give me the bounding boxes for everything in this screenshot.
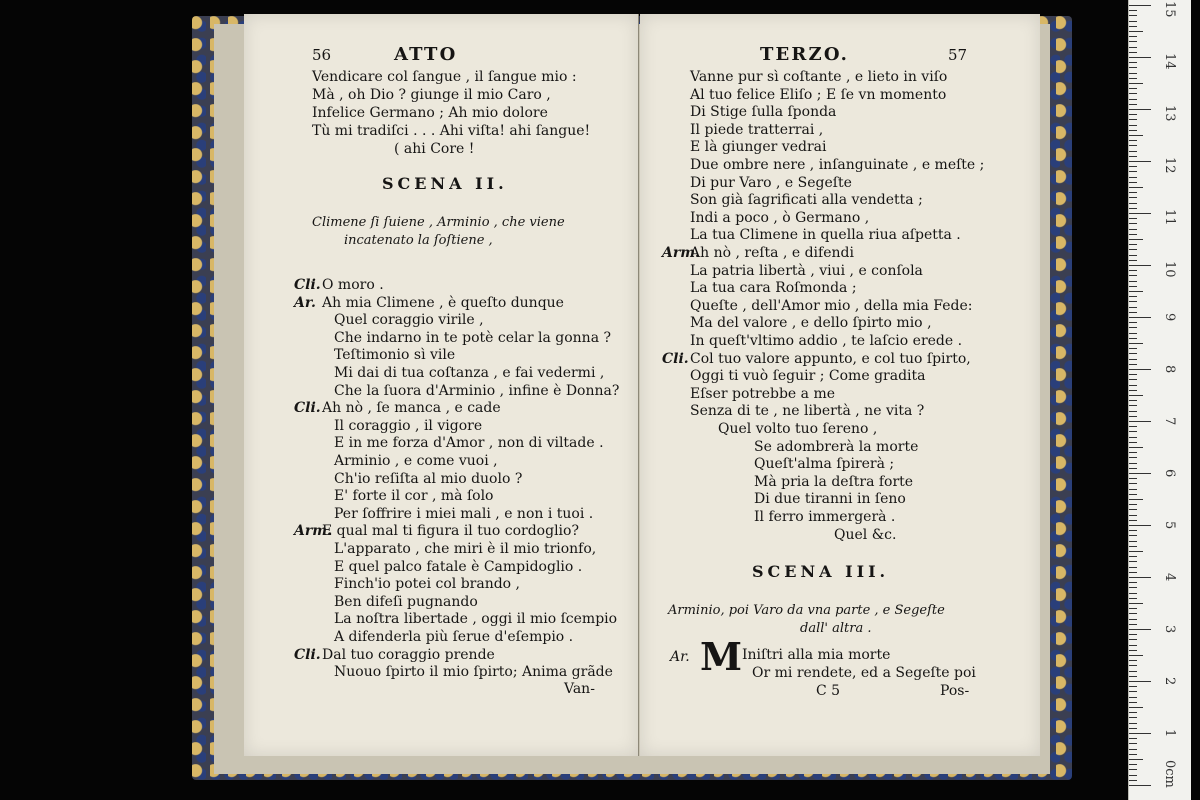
ruler-tick <box>1129 73 1137 74</box>
ruler-tick <box>1129 31 1143 32</box>
ruler-tick <box>1129 317 1151 318</box>
ruler-tick <box>1129 530 1137 531</box>
running-header-left: ATTO <box>394 44 458 65</box>
ruler-label: 13 <box>1162 105 1177 122</box>
ruler-tick <box>1129 478 1137 479</box>
dialogue-line <box>662 191 923 209</box>
dialogue-line <box>662 209 869 227</box>
ruler-tick <box>1129 374 1137 375</box>
ruler-tick <box>1129 717 1137 718</box>
ruler-tick <box>1129 639 1137 640</box>
dialogue-text: Ben difeſi pugnando <box>334 593 478 610</box>
ruler-tick <box>1129 10 1137 11</box>
dialogue-line <box>662 262 923 280</box>
dialogue-line <box>662 121 823 139</box>
ruler-label: 15 <box>1162 1 1177 18</box>
ruler-tick <box>1129 665 1137 666</box>
ruler-tick <box>1129 161 1151 162</box>
speaker-label: Arm. <box>662 245 700 261</box>
ruler-label: 1 <box>1162 729 1177 738</box>
ruler-tick <box>1129 385 1137 386</box>
running-header-right: TERZO. <box>760 44 850 65</box>
catchword: Pos- <box>940 683 970 699</box>
dialogue-line <box>662 279 857 297</box>
ruler-tick <box>1129 426 1137 427</box>
dialogue-text: Eſser potrebbe a me <box>690 385 836 402</box>
ruler-tick <box>1129 125 1137 126</box>
ruler-label: 2 <box>1162 677 1177 686</box>
ruler-tick <box>1129 463 1137 464</box>
dialogue-text: Ma del valore , e dello ſpirto mio , <box>690 315 932 332</box>
ruler-tick <box>1129 307 1137 308</box>
aria-line: Quel volto tuo ſereno , <box>718 421 878 437</box>
dialogue-text: Dal tuo coraggio prende <box>322 646 495 663</box>
dialogue-text: Al tuo felice Eliſo ; E ſe vn momento <box>690 86 947 103</box>
ruler-tick <box>1129 171 1137 172</box>
ruler-tick <box>1129 270 1137 271</box>
ruler-tick <box>1129 645 1137 646</box>
dialogue-text: Nuouo ſpirto il mio ſpirto; Anima grãde <box>334 664 613 681</box>
dialogue-text: La tua Climene in quella riua aſpetta . <box>690 227 961 244</box>
dialogue-line <box>294 452 498 470</box>
ruler-tick <box>1129 468 1137 469</box>
aria-line: Il ferro immergerà . <box>754 509 896 525</box>
stage-direction: incatenato la ſoſtiene , <box>344 233 493 248</box>
ruler-tick <box>1129 296 1137 297</box>
ruler-tick <box>1129 743 1137 744</box>
dialogue-text: E qual mal ti figura il tuo cordoglio? <box>322 523 579 540</box>
ruler-tick <box>1129 156 1137 157</box>
ruler-tick <box>1129 260 1137 261</box>
ruler-tick <box>1129 551 1143 552</box>
ruler-tick <box>1129 525 1151 526</box>
ruler-label: 3 <box>1162 625 1177 634</box>
ruler-label: 5 <box>1162 521 1177 530</box>
dialogue-text: Il coraggio , il vigore <box>334 417 483 434</box>
aria-line: Queſt'alma ſpirerà ; <box>754 456 895 473</box>
dialogue-line <box>662 244 854 262</box>
dialogue-line <box>662 297 973 315</box>
ruler-tick <box>1129 5 1151 6</box>
dialogue-text: La tua cara Roſmonda ; <box>690 280 857 297</box>
ruler-tick <box>1129 577 1151 578</box>
ruler-tick <box>1129 603 1143 604</box>
speaker-label: Cli. <box>294 277 321 293</box>
dialogue-text: Due ombre nere , inſanguinate , e meſte ; <box>690 157 985 173</box>
ruler-tick <box>1129 26 1137 27</box>
ruler-tick <box>1129 286 1137 287</box>
ruler-tick <box>1129 327 1137 328</box>
ruler-tick <box>1129 197 1137 198</box>
dialogue-line <box>294 540 596 558</box>
ruler-tick <box>1129 691 1137 692</box>
ruler-tick <box>1129 291 1143 292</box>
stage-direction: Arminio, poi Varo da vna parte , e Segeſte <box>668 603 945 618</box>
ruler-label: 9 <box>1162 313 1177 322</box>
dialogue-text: E' forte il cor , mà ſolo <box>334 488 494 505</box>
dialogue-text: Queſte , dell'Amor mio , della mia Fede: <box>690 297 973 314</box>
dialogue-line <box>294 505 593 523</box>
text-line: Vendicare col ſangue , il ſangue mio : <box>312 69 577 85</box>
ruler-tick <box>1129 561 1137 562</box>
ruler-tick <box>1129 390 1137 391</box>
ruler-tick <box>1129 234 1137 235</box>
ruler-tick <box>1129 442 1137 443</box>
scene-heading: SCENA II. <box>382 174 508 193</box>
ruler-tick <box>1129 504 1137 505</box>
dialogue-text: Vanne pur sì coſtante , e lieto in viſo <box>690 69 948 85</box>
ruler-tick <box>1129 322 1137 323</box>
ruler-tick <box>1129 343 1143 344</box>
ruler-label: 8 <box>1162 365 1177 374</box>
text-line: ( ahi Core ! <box>394 141 475 157</box>
dialogue-line <box>662 174 852 192</box>
ruler-tick <box>1129 629 1151 630</box>
dialogue-text: Quel coraggio virile , <box>334 312 484 329</box>
ruler-label: 14 <box>1162 53 1177 70</box>
speaker-label: Cli. <box>294 400 321 417</box>
ruler-tick <box>1129 723 1137 724</box>
ruler-tick <box>1129 567 1137 568</box>
dialogue-text: La patria libertà , viui , e conſola <box>690 262 923 279</box>
aria-line: Di due tiranni in ſeno <box>754 491 906 508</box>
ruler-tick <box>1129 145 1137 146</box>
ruler-tick <box>1129 119 1137 120</box>
dialogue-text: Oggi ti vuò ſeguir ; Come gradita <box>690 368 926 385</box>
ruler-tick <box>1129 151 1137 152</box>
measurement-ruler <box>1128 0 1191 800</box>
dialogue-text: Teſtimonio sì vile <box>334 347 456 364</box>
text-line: Iniſtri alla mia morte <box>742 647 891 663</box>
ruler-tick <box>1129 36 1137 37</box>
ruler-tick <box>1129 88 1137 89</box>
ruler-tick <box>1129 780 1137 781</box>
ruler-tick <box>1129 775 1137 776</box>
dialogue-text: Per ſoffrire i miei mali , e non i tuoi . <box>334 505 594 522</box>
ruler-tick <box>1129 400 1137 401</box>
ruler-tick <box>1129 83 1143 84</box>
ruler-tick <box>1129 686 1137 687</box>
text-line: Mà , oh Dio ? giunge il mio Caro , <box>312 87 551 103</box>
ruler-tick <box>1129 265 1151 266</box>
ruler-tick <box>1129 671 1137 672</box>
ruler-tick <box>1129 785 1151 786</box>
dialogue-text: Ah mia Climene , è queſto dunque <box>322 294 564 311</box>
ruler-tick <box>1129 177 1137 178</box>
ruler-label: 10 <box>1162 261 1177 278</box>
signature-mark: C 5 <box>816 683 841 699</box>
ruler-tick <box>1129 494 1137 495</box>
ruler-tick <box>1129 301 1137 302</box>
ruler-tick <box>1129 213 1151 214</box>
dialogue-line <box>662 156 984 174</box>
dialogue-text: Senza di te , ne libertà , ne vita ? <box>690 403 925 420</box>
dialogue-text: Col tuo valore appunto, e col tuo ſpirto, <box>690 350 971 367</box>
speaker-label: Ar. <box>670 649 690 665</box>
ruler-tick <box>1129 411 1137 412</box>
ruler-tick <box>1129 437 1137 438</box>
dialogue-line <box>294 610 617 628</box>
ruler-tick <box>1129 483 1137 484</box>
ruler-tick <box>1129 348 1137 349</box>
ruler-tick <box>1129 135 1143 136</box>
ruler-tick <box>1129 114 1137 115</box>
ruler-tick <box>1129 608 1137 609</box>
scene-heading: SCENA III. <box>752 562 890 581</box>
ruler-tick <box>1129 582 1137 583</box>
dialogue-line <box>294 294 564 312</box>
dialogue-text: Indi a poco , ò Germano , <box>690 209 870 226</box>
ruler-tick <box>1129 192 1137 193</box>
ruler-label: 12 <box>1162 157 1177 174</box>
text-line: Infelice Germano ; Ah mio dolore <box>312 105 548 121</box>
ruler-tick <box>1129 759 1143 760</box>
ruler-tick <box>1129 229 1137 230</box>
dialogue-text: La noſtra libertade , oggi il mio ſcempio <box>334 611 618 628</box>
ruler-tick <box>1129 182 1137 183</box>
ruler-label: 11 <box>1162 209 1177 226</box>
dialogue-line <box>294 522 579 540</box>
ruler-tick <box>1129 67 1137 68</box>
dialogue-line <box>294 346 455 364</box>
speaker-label: Arm. <box>294 523 332 540</box>
ruler-tick <box>1129 613 1137 614</box>
dialogue-text: E quel palco fatale è Campidoglio . <box>334 558 583 575</box>
ruler-tick <box>1129 244 1137 245</box>
ruler-tick <box>1129 598 1137 599</box>
dialogue-line <box>662 226 961 244</box>
ruler-tick <box>1129 634 1137 635</box>
dialogue-line <box>294 593 478 611</box>
speaker-label: Ar. <box>294 294 316 311</box>
dialogue-line <box>294 329 611 347</box>
ruler-tick <box>1129 166 1137 167</box>
ruler-tick <box>1129 99 1137 100</box>
ruler-tick <box>1129 239 1143 240</box>
dialogue-line <box>662 86 946 104</box>
dialogue-text: Ah nò , reſta , e difendi <box>690 245 854 261</box>
ruler-tick <box>1129 707 1143 708</box>
ruler-tick <box>1129 52 1137 53</box>
dialogue-text: Son già ſagrificati alla vendetta ; <box>690 192 923 209</box>
ruler-tick <box>1129 57 1151 58</box>
dialogue-line <box>662 314 932 332</box>
dialogue-line <box>294 417 482 435</box>
dialogue-line <box>662 402 924 420</box>
ruler-tick <box>1129 379 1137 380</box>
dialogue-text: E in me forza d'Amor , non di viltade . <box>334 435 604 452</box>
ruler-tick <box>1129 515 1137 516</box>
stage-direction: Climene ſi ſuiene , Arminio , che viene <box>312 215 565 230</box>
ruler-tick <box>1129 41 1137 42</box>
dialogue-line <box>662 350 971 368</box>
ruler-tick <box>1129 535 1137 536</box>
ruler-tick <box>1129 769 1137 770</box>
ruler-tick <box>1129 416 1137 417</box>
dialogue-text: Ah nò , ſe manca , e cade <box>322 400 501 417</box>
text-line: Or mi rendete, ed a Segeſte poi <box>752 665 976 681</box>
page-number-right: 57 <box>948 46 968 64</box>
ruler-tick <box>1129 405 1137 406</box>
dialogue-line <box>294 382 619 400</box>
ruler-tick <box>1129 572 1137 573</box>
ruler-tick <box>1129 333 1137 334</box>
ruler-tick <box>1129 130 1137 131</box>
text-line: Tù mi tradiſci . . . Ahi viſta! ahi ſangue! <box>312 123 591 139</box>
ruler-tick <box>1129 255 1137 256</box>
ruler-tick <box>1129 712 1137 713</box>
ruler-tick <box>1129 556 1137 557</box>
dialogue-line <box>662 385 835 403</box>
ruler-tick <box>1129 733 1151 734</box>
ruler-tick <box>1129 15 1137 16</box>
ruler-tick <box>1129 223 1137 224</box>
ruler-tick <box>1129 541 1137 542</box>
aria-line: Se adombrerà la morte <box>754 438 919 455</box>
dialogue-line <box>662 367 925 385</box>
ruler-tick <box>1129 21 1137 22</box>
ruler-tick <box>1129 754 1137 755</box>
drop-cap-letter: M <box>700 634 743 679</box>
ruler-tick <box>1129 140 1137 141</box>
ruler-tick <box>1129 546 1137 547</box>
ruler-tick <box>1129 473 1151 474</box>
catchword: Van- <box>564 681 595 697</box>
dialogue-line <box>294 434 604 452</box>
stage-direction: dall' altra . <box>800 621 872 636</box>
ruler-tick <box>1129 431 1137 432</box>
ruler-tick <box>1129 364 1137 365</box>
ruler-tick <box>1129 509 1137 510</box>
ruler-tick <box>1129 312 1137 313</box>
ruler-tick <box>1129 447 1143 448</box>
dialogue-text: Che indarno in te potè celar la gonna ? <box>334 329 612 346</box>
ruler-tick <box>1129 93 1137 94</box>
ruler-tick <box>1129 62 1137 63</box>
ruler-tick <box>1129 499 1143 500</box>
left-page <box>244 14 639 756</box>
dialogue-text: Di Stige ſulla ſponda <box>690 104 837 121</box>
dialogue-line <box>294 558 582 576</box>
dialogue-line <box>294 663 613 681</box>
speaker-label: Cli. <box>662 350 689 367</box>
dialogue-text: Mi dai di tua coſtanza , e fai vedermi , <box>334 365 605 381</box>
ruler-tick <box>1129 520 1137 521</box>
speaker-label: Cli. <box>294 646 321 663</box>
dialogue-line <box>294 470 522 488</box>
dialogue-text: In queſt'vltimo addio , te laſcio erede . <box>690 333 963 349</box>
ruler-tick <box>1129 452 1137 453</box>
ruler-tick <box>1129 353 1137 354</box>
ruler-tick <box>1129 619 1137 620</box>
ruler-tick <box>1129 78 1137 79</box>
ruler-tick <box>1129 587 1137 588</box>
ruler-tick <box>1129 104 1137 105</box>
ruler-label: 4 <box>1162 573 1177 582</box>
dialogue-line <box>294 399 501 417</box>
ruler-tick <box>1129 489 1137 490</box>
dialogue-text: Arminio , e come vuoi , <box>334 453 498 469</box>
ruler-tick <box>1129 338 1137 339</box>
aria-end: Quel &c. <box>834 526 897 543</box>
ruler-label: 6 <box>1162 469 1177 478</box>
ruler-tick <box>1129 728 1137 729</box>
ruler-tick <box>1129 359 1137 360</box>
dialogue-text: Che la ſuora d'Arminio , infine è Donna? <box>334 382 620 399</box>
dialogue-text: Ch'io reſiſta al mio duolo ? <box>334 470 523 487</box>
ruler-tick <box>1129 47 1137 48</box>
ruler-tick <box>1129 281 1137 282</box>
dialogue-line <box>662 138 826 156</box>
right-page <box>640 14 1040 756</box>
ruler-tick <box>1129 421 1151 422</box>
ruler-tick <box>1129 457 1137 458</box>
ruler-tick <box>1129 249 1137 250</box>
dialogue-line <box>294 276 384 294</box>
dialogue-text: L'apparato , che miri è il mio trionfo, <box>334 541 597 557</box>
dialogue-line <box>294 628 573 646</box>
ruler-tick <box>1129 655 1143 656</box>
dialogue-line <box>294 646 495 664</box>
ruler-tick <box>1129 203 1137 204</box>
ruler-tick <box>1129 208 1137 209</box>
ruler-tick <box>1129 624 1137 625</box>
dialogue-line <box>662 103 836 121</box>
ruler-tick <box>1129 650 1137 651</box>
dialogue-line <box>662 332 962 350</box>
page-number-left: 56 <box>312 46 332 64</box>
ruler-tick <box>1129 660 1137 661</box>
dialogue-line <box>662 68 947 86</box>
dialogue-text: Di pur Varo , e Segeſte <box>690 174 852 191</box>
ruler-tick <box>1129 395 1143 396</box>
ruler-tick <box>1129 764 1137 765</box>
dialogue-text: O moro . <box>322 277 384 293</box>
ruler-tick <box>1129 697 1137 698</box>
ruler-tick <box>1129 681 1151 682</box>
ruler-tick <box>1129 593 1137 594</box>
ruler-unit-label: 0cm <box>1162 760 1177 788</box>
aria-line: Mà pria la deſtra forte <box>754 473 914 490</box>
ruler-tick <box>1129 749 1137 750</box>
dialogue-text: A difenderla più ſerue d'eſempio . <box>334 629 574 645</box>
ruler-tick <box>1129 702 1137 703</box>
ruler-label: 7 <box>1162 417 1177 426</box>
ruler-tick <box>1129 187 1143 188</box>
dialogue-line <box>294 311 484 329</box>
ruler-tick <box>1129 369 1151 370</box>
ruler-tick <box>1129 738 1137 739</box>
ruler-tick <box>1129 109 1151 110</box>
ruler-tick <box>1129 676 1137 677</box>
dialogue-text: Finch'io potei col brando , <box>334 576 521 593</box>
dialogue-line <box>294 487 494 505</box>
dialogue-line <box>294 364 604 382</box>
ruler-tick <box>1129 218 1137 219</box>
dialogue-text: E là giunger vedrai <box>690 139 827 156</box>
dialogue-text: Il piede tratterrai , <box>690 121 824 138</box>
dialogue-line <box>294 575 520 593</box>
ruler-tick <box>1129 275 1137 276</box>
